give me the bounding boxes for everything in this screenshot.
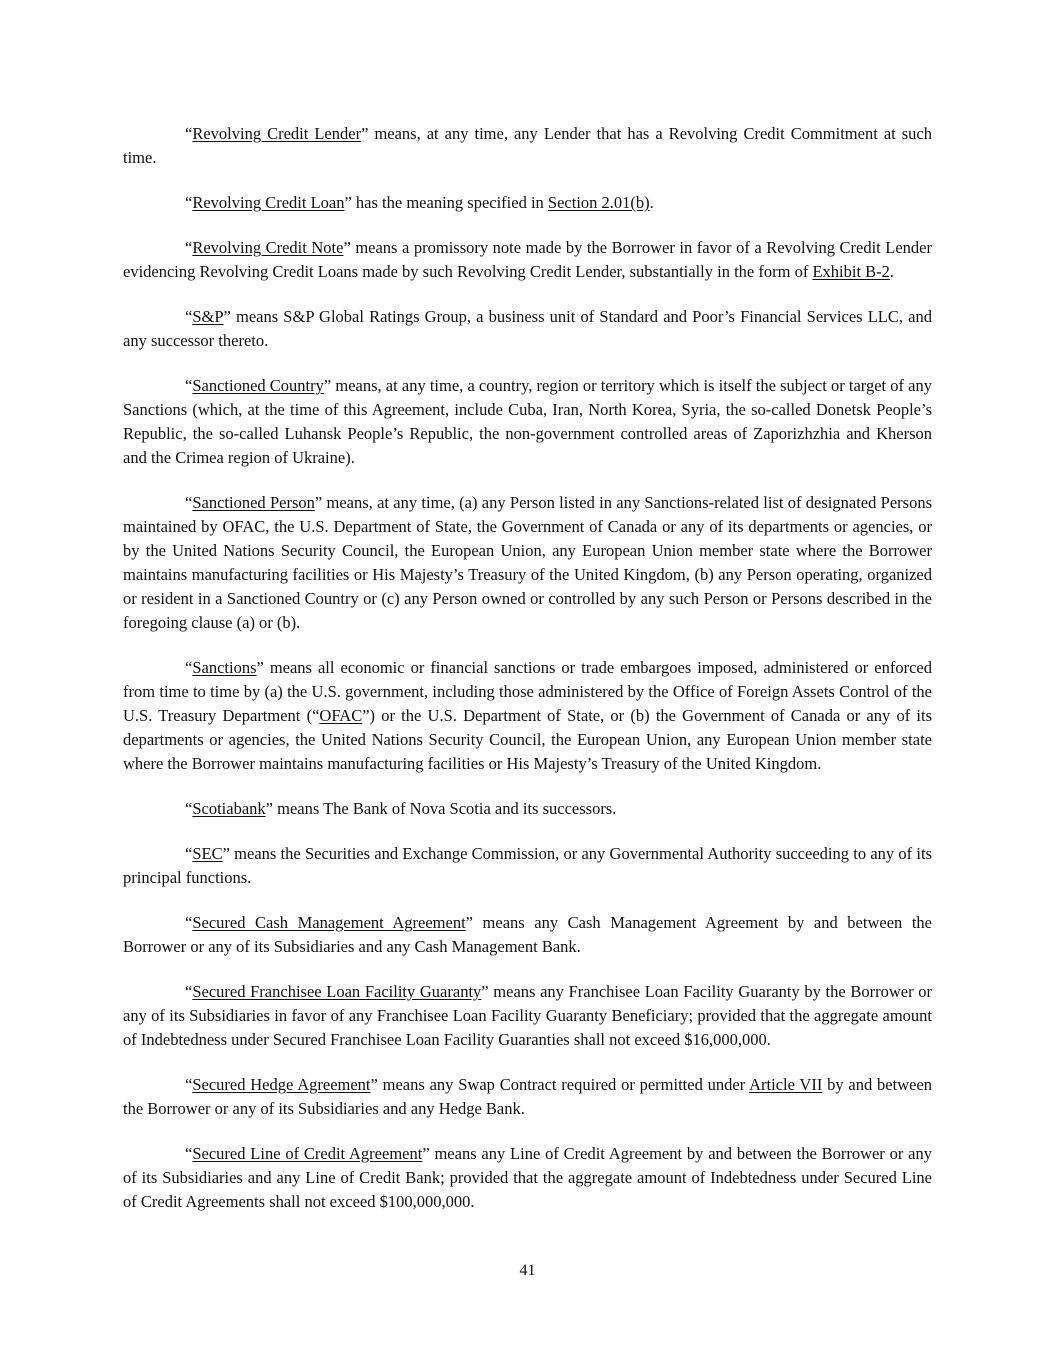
- paragraph-text: ” means any Swap Contract required or permitted under: [370, 1075, 750, 1094]
- paragraph-text: ” means The Bank of Nova Scotia and its successors.: [265, 799, 617, 818]
- paragraph-text: “: [185, 307, 193, 326]
- paragraph-text: ” means a promissory note made by the Borrower in favor of a Revolving Credit Lender evidencing Revolving Credit Loans made by such Revolving Credit Lender, substantially in the form of: [123, 238, 937, 281]
- paragraph-text: ” means any Franchisee Loan Facility Guaranty by the Borrower or any of its Subsidiaries in favor of any Franchisee Loan Facility Guaranty Beneficiary; provided that the aggregate amount of Indebtedness under Secured Franchisee Loan Facility Guaranties shall not exceed $16,000,000.: [123, 982, 937, 1049]
- definition-paragraph: [123, 656, 937, 776]
- defined-term: SEC: [192, 844, 223, 863]
- paragraph-text: ” means, at any time, any Lender that has a Revolving Credit Commitment at such time.: [123, 124, 937, 167]
- defined-term: Sanctioned Country: [192, 376, 324, 395]
- paragraph-text: ” means, at any time, (a) any Person listed in any Sanctions-related list of designated Persons maintained by OFAC, the U.S. Department of State, the Government of Canada or any of its departments or agencies, or by the United Nations Security Council, the European Union, any European Union member state where the Borrower maintains manufacturing facilities or His Majesty’s Treasury of the United Kingdom, (b) any Person operating, organized or resident in a Sanctioned Country or (c) any Person owned or controlled by any such Person or Persons described in the foregoing clause (a) or (b).: [123, 493, 937, 632]
- defined-term: Secured Franchisee Loan Facility Guaranty: [192, 982, 482, 1001]
- defined-term: OFAC: [319, 706, 363, 725]
- paragraph-text: by and between the Borrower or any of its Subsidiaries and any Hedge Bank.: [123, 1075, 937, 1118]
- paragraph-text: .: [889, 262, 895, 281]
- paragraph-text: “: [185, 982, 193, 1001]
- paragraph-text: ” has the meaning specified in: [344, 193, 548, 212]
- paragraph-text: ” means any Cash Management Agreement by and between the Borrower or any of its Subsidiaries and any Cash Management Bank.: [123, 913, 937, 956]
- paragraph-text: “: [185, 376, 193, 395]
- defined-term: Secured Cash Management Agreement: [192, 913, 466, 932]
- defined-term: Revolving Credit Lender: [192, 124, 362, 143]
- definition-paragraph: [123, 842, 937, 890]
- definition-paragraph: [123, 1142, 937, 1214]
- definition-paragraph: [123, 236, 937, 284]
- paragraph-text: “: [185, 658, 193, 677]
- defined-term: Section 2.01(b): [547, 193, 650, 212]
- defined-term: Revolving Credit Loan: [192, 193, 345, 212]
- defined-term: Secured Line of Credit Agreement: [192, 1144, 423, 1163]
- paragraph-text: ” means all economic or financial sanctions or trade embargoes imposed, administered or enforced from time to time by (a) the U.S. government, including those administered by the Office of Foreign Assets Control of the U.S. Treasury Department (“: [123, 658, 937, 725]
- paragraph-text: “: [185, 124, 193, 143]
- definition-paragraph: [123, 491, 937, 635]
- defined-term: Article VII: [749, 1075, 823, 1094]
- defined-term: S&P: [192, 307, 224, 326]
- definition-paragraph: [123, 911, 937, 959]
- paragraph-text: “: [185, 238, 193, 257]
- definitions-body: [123, 122, 937, 1235]
- paragraph-text: .: [649, 193, 654, 212]
- paragraph-text: “: [185, 913, 193, 932]
- paragraph-text: “: [185, 799, 193, 818]
- defined-term: Sanctions: [192, 658, 257, 677]
- paragraph-text: “: [185, 193, 193, 212]
- definition-paragraph: [123, 1073, 937, 1121]
- paragraph-text: “: [185, 1075, 193, 1094]
- defined-term: Revolving Credit Note: [192, 238, 344, 257]
- page-number: 41: [519, 1262, 536, 1279]
- paragraph-text: ” means the Securities and Exchange Commission, or any Governmental Authority succeeding to any of its principal functions.: [123, 844, 937, 887]
- paragraph-text: ” means any Line of Credit Agreement by and between the Borrower or any of its Subsidiaries and any Line of Credit Bank; provided that the aggregate amount of Indebtedness under Secured Line of Credit Agreements shall not exceed $100,000,000.: [123, 1144, 937, 1211]
- definition-paragraph: [123, 305, 937, 353]
- paragraph-text: ” means S&P Global Ratings Group, a business unit of Standard and Poor’s Financial Services LLC, and any successor thereto.: [123, 307, 937, 350]
- defined-term: Sanctioned Person: [192, 493, 315, 512]
- definition-paragraph: [123, 191, 932, 215]
- defined-term: Exhibit B-2: [812, 262, 890, 281]
- paragraph-text: “: [185, 844, 193, 863]
- definition-paragraph: [123, 797, 932, 821]
- paragraph-text: ” means, at any time, a country, region or territory which is itself the subject or target of any Sanctions (which, at the time of this Agreement, include Cuba, Iran, North Korea, Syria, the so-called Donetsk People’s Republic, the so-called Luhansk People’s Republic, the non-government controlled areas of Zaporizhzhia and Kherson and the Crimea region of Ukraine).: [123, 376, 937, 467]
- paragraph-text: “: [185, 493, 193, 512]
- paragraph-text: ”) or the U.S. Department of State, or (b) the Government of Canada or any of its departments or agencies, the United Nations Security Council, the European Union, any European Union member state where the Borrower maintains manufacturing facilities or His Majesty’s Treasury of the United Kingdom.: [123, 706, 937, 773]
- paragraph-text: “: [185, 1144, 193, 1163]
- defined-term: Scotiabank: [192, 799, 266, 818]
- definition-paragraph: [123, 122, 937, 170]
- defined-term: Secured Hedge Agreement: [192, 1075, 371, 1094]
- definition-paragraph: [123, 980, 937, 1052]
- definition-paragraph: [123, 374, 937, 470]
